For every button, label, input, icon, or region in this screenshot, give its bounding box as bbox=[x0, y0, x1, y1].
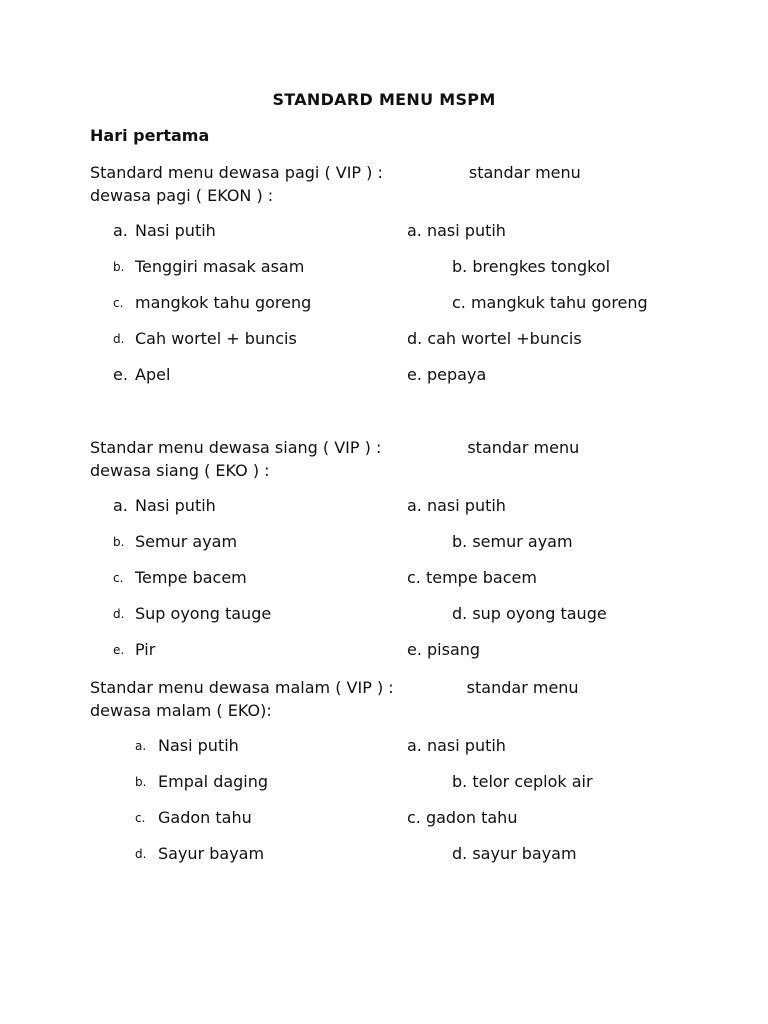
eko-item: c. mangkuk tahu goreng bbox=[452, 293, 648, 312]
eko-item: a. nasi putih bbox=[407, 736, 506, 755]
vip-item: Tempe bacem bbox=[135, 568, 247, 587]
vip-item: Gadon tahu bbox=[158, 808, 252, 827]
vip-item: Empal daging bbox=[158, 772, 269, 791]
eko-item: d. sup oyong tauge bbox=[452, 604, 607, 623]
menu-row bbox=[0, 604, 768, 628]
item-marker: c. bbox=[135, 811, 146, 825]
item-marker: e. bbox=[113, 365, 128, 384]
item-marker: b. bbox=[135, 775, 147, 789]
eko-item: e. pisang bbox=[407, 640, 481, 659]
vip-item: Nasi putih bbox=[158, 736, 239, 755]
eko-item: e. pepaya bbox=[407, 365, 487, 384]
menu-row bbox=[0, 496, 768, 520]
heading-eko: standar menu bbox=[467, 438, 580, 457]
heading-vip: Standar menu dewasa siang ( VIP ) : bbox=[90, 438, 382, 457]
item-marker: a. bbox=[113, 496, 128, 515]
item-marker: e. bbox=[113, 643, 125, 657]
eko-item: b. brengkes tongkol bbox=[452, 257, 611, 276]
vip-item: Sup oyong tauge bbox=[135, 604, 272, 623]
vip-item: mangkok tahu goreng bbox=[135, 293, 312, 312]
item-marker: a. bbox=[135, 739, 147, 753]
section-heading-siang bbox=[90, 436, 690, 482]
vip-item: Tenggiri masak asam bbox=[135, 257, 305, 276]
menu-row bbox=[0, 257, 768, 281]
eko-item: b. semur ayam bbox=[452, 532, 573, 551]
menu-row bbox=[0, 221, 768, 245]
vip-item: Nasi putih bbox=[135, 221, 216, 240]
item-marker: c. bbox=[113, 296, 124, 310]
item-marker: d. bbox=[113, 332, 125, 346]
menu-row bbox=[0, 772, 768, 796]
section-heading-pagi bbox=[90, 161, 690, 207]
heading-eko: standar menu bbox=[468, 163, 581, 182]
eko-item: d. sayur bayam bbox=[452, 844, 577, 863]
eko-item: c. gadon tahu bbox=[407, 808, 518, 827]
vip-item: Cah wortel + buncis bbox=[135, 329, 297, 348]
eko-item: a. nasi putih bbox=[407, 221, 506, 240]
heading-eko-cont: dewasa malam ( EKO): bbox=[90, 701, 272, 720]
menu-row bbox=[0, 640, 768, 664]
item-marker: a. bbox=[113, 221, 128, 240]
item-marker: d. bbox=[135, 847, 147, 861]
heading-vip: Standar menu dewasa malam ( VIP ) : bbox=[90, 678, 394, 697]
menu-row bbox=[0, 329, 768, 353]
eko-item: b. telor ceplok air bbox=[452, 772, 593, 791]
section-heading-malam bbox=[90, 676, 690, 722]
vip-item: Pir bbox=[135, 640, 156, 659]
vip-item: Apel bbox=[135, 365, 171, 384]
vip-item: Nasi putih bbox=[135, 496, 216, 515]
item-marker: b. bbox=[113, 260, 125, 274]
menu-row bbox=[0, 532, 768, 556]
document-title: STANDARD MENU MSPM bbox=[272, 90, 496, 109]
vip-item: Sayur bayam bbox=[158, 844, 265, 863]
eko-item: d. cah wortel +buncis bbox=[407, 329, 582, 348]
menu-row bbox=[0, 844, 768, 868]
menu-row bbox=[0, 293, 768, 317]
vip-item: Semur ayam bbox=[135, 532, 238, 551]
day-heading: Hari pertama bbox=[90, 126, 210, 145]
item-marker: d. bbox=[113, 607, 125, 621]
eko-item: c. tempe bacem bbox=[407, 568, 537, 587]
menu-row bbox=[0, 808, 768, 832]
menu-row bbox=[0, 365, 768, 389]
heading-eko: standar menu bbox=[466, 678, 579, 697]
item-marker: c. bbox=[113, 571, 124, 585]
menu-row bbox=[0, 736, 768, 760]
heading-eko-cont: dewasa siang ( EKO ) : bbox=[90, 461, 270, 480]
item-marker: b. bbox=[113, 535, 125, 549]
eko-item: a. nasi putih bbox=[407, 496, 506, 515]
menu-row bbox=[0, 568, 768, 592]
heading-vip: Standard menu dewasa pagi ( VIP ) : bbox=[90, 163, 383, 182]
heading-eko-cont: dewasa pagi ( EKON ) : bbox=[90, 186, 274, 205]
